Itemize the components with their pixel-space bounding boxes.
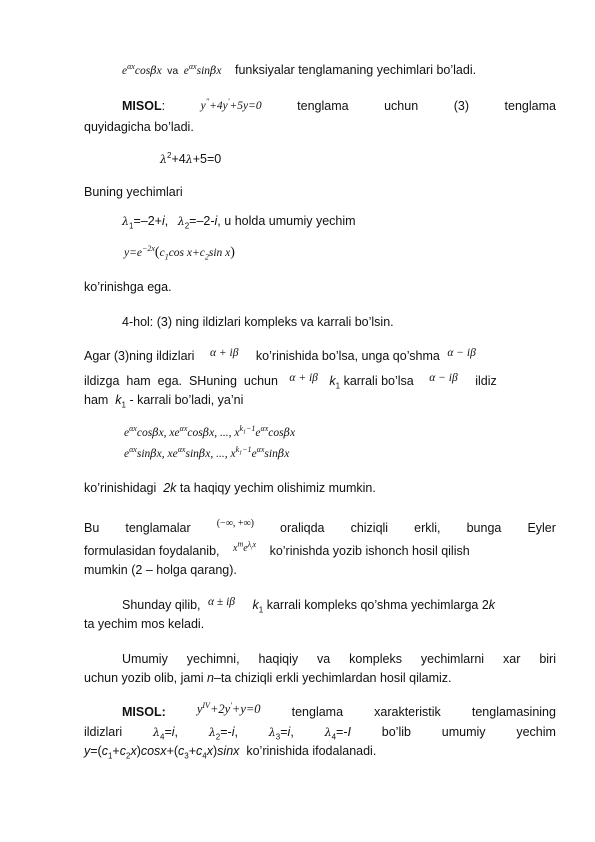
connector-va: va xyxy=(167,65,179,77)
w-oraliqda: oraliqda xyxy=(280,521,325,535)
line-bu xyxy=(84,520,556,536)
w-ega: ega. xyxy=(157,374,183,388)
w-ildizga: ildizga xyxy=(84,374,120,388)
root-l2: $\lambda_2=-2-i$, xyxy=(177,214,221,231)
korinishidagi-k: 2k xyxy=(163,481,177,495)
word-tenglama: tenglama xyxy=(297,99,349,113)
il5: bo’lib xyxy=(381,725,411,739)
line-korinishga: ko’rinishga ega. xyxy=(84,280,172,294)
u7: biri xyxy=(539,652,556,666)
roots-text: u holda umumiy yechim xyxy=(224,214,356,228)
line-shunday xyxy=(122,597,495,614)
line-ildizlari xyxy=(84,724,556,741)
line-4hol: 4-hol: (3) ning ildizlari kompleks va karrali bo’lsin. xyxy=(122,315,394,329)
agar-part1: Agar (3)ning ildizlari xyxy=(84,349,195,363)
line-ham: ham $k_1$ - karrali bo’ladi, ya’ni xyxy=(84,393,244,410)
word-3: (3) xyxy=(453,99,469,113)
shunday-root: α ± iβ xyxy=(208,596,236,608)
line-quyidagicha: quyidagicha bo’ladi. xyxy=(84,120,194,134)
line-misol2 xyxy=(122,700,556,720)
series-row1: $e^{\alpha x}\cos\beta x$, $xe^{\alpha x}\cos\beta x$, ..., $x^{k_1-1}e^{\alpha x}\cos\beta x$ xyxy=(124,424,296,439)
line-ta: ta yechim mos keladi. xyxy=(84,617,205,631)
w-bunga: bunga xyxy=(466,521,502,535)
misol2-label: MISOL: xyxy=(122,705,166,719)
il1: $\lambda_4=i$, xyxy=(153,725,179,742)
m2-tenglamasining: tenglamasining xyxy=(471,705,556,719)
formula-ecos: $e^{\alpha x}\cos\beta x$ xyxy=(122,62,162,77)
line-final: $y=(c_1+c_2x)\cos x+(c_3+c_4x)\sin x$ ko’rinishida ifodalanadi. xyxy=(84,744,377,761)
word-uchun: uchun xyxy=(384,99,419,113)
w-ham: ham xyxy=(126,374,151,388)
w-tenglamalar: tenglamalar xyxy=(125,521,191,535)
w-eyler: Eyler xyxy=(527,521,556,535)
misol-colon: : xyxy=(161,99,166,113)
misol1-equation: y''+4y'+5y=0 xyxy=(200,97,262,112)
m2-xarakteristik: xarakteristik xyxy=(374,705,441,719)
w-shuning: SHuning xyxy=(188,374,237,388)
agar-root2: α − iβ xyxy=(447,347,476,359)
u4: kompleks xyxy=(349,652,402,666)
u3: va xyxy=(317,652,331,666)
agar-part2: ko’rinishida bo’lsa, unga qo’shma xyxy=(255,349,440,363)
il0: ildizlari xyxy=(84,725,123,739)
word-tenglama2: tenglama xyxy=(504,99,556,113)
formula-esin: $e^{\alpha x}\sin\beta x$ xyxy=(183,62,222,77)
ildizga-root1: α + iβ xyxy=(289,372,318,384)
il3: $\lambda_3=i$, xyxy=(268,725,294,742)
w-erkli: erkli, xyxy=(414,521,441,535)
line-uchun: uchun yozib olib, jami n–ta chiziqli erkli yechimlardan hosil qilamiz. xyxy=(84,671,452,685)
series-row2: $e^{\alpha x}\sin\beta x$, $xe^{\alpha x}\sin\beta x$, ..., $x^{k_1-1}e^{\alpha x}\sin\beta x$ xyxy=(124,445,290,460)
u6: xar xyxy=(503,652,521,666)
formula-post: ko’rinishda yozib ishonch hosil qilish xyxy=(269,544,470,558)
shunday-pre: Shunday qilib, xyxy=(122,598,201,612)
line-mumkin: mumkin (2 – holga qarang). xyxy=(84,563,237,577)
il7: yechim xyxy=(516,725,556,739)
line-umumiy xyxy=(122,651,556,667)
ildizga-root2: α − iβ xyxy=(429,372,458,384)
u0: Umumiy xyxy=(122,652,168,666)
il4: $\lambda_4=-I$ xyxy=(324,725,351,742)
misol2-equation: $y^{IV}+2y'+y=0$ xyxy=(196,700,261,716)
formula-expr: xmeλix xyxy=(232,539,257,554)
w-chiziqli: chiziqli xyxy=(350,521,389,535)
line-buning: Buning yechimlari xyxy=(84,185,183,199)
line-korinishidagi xyxy=(84,480,376,496)
u1: yechimni, xyxy=(186,652,240,666)
line-agar xyxy=(84,348,476,365)
shunday-post: $k_1$ karrali kompleks qo’shma yechimlarga 2k xyxy=(252,598,496,615)
w-bu: Bu xyxy=(84,521,100,535)
m2-tenglama: tenglama xyxy=(291,705,344,719)
formula-pre: formulasidan foydalanib, xyxy=(84,544,220,558)
line-roots xyxy=(122,213,356,230)
ildizga-k1: $k_1$ karrali bo’lsa xyxy=(329,374,414,391)
misol-label: MISOL xyxy=(122,99,162,113)
text-funksiyalar: funksiyalar tenglamaning yechimlari bo’ladi. xyxy=(234,63,477,77)
agar-root1: α + iβ xyxy=(209,347,239,359)
w-uchun: uchun xyxy=(243,374,278,388)
il2: $\lambda_2=-i$, xyxy=(208,725,238,742)
line-ildizga xyxy=(84,373,497,390)
solution-formula: $y=e^{-2x}(c_1\cos$ $x+c_2\sin$ x) xyxy=(124,244,235,262)
korinishidagi-pre: ko’rinishidagi xyxy=(84,481,157,495)
char-equation: $\lambda^2+4\lambda+5=0$ xyxy=(160,150,222,166)
u5: yechimlarni xyxy=(420,652,485,666)
line-formulasidan xyxy=(84,539,470,561)
line-misol1 xyxy=(122,98,556,114)
interval: (−∞, +∞) xyxy=(216,518,254,529)
line-funksiyalar xyxy=(122,62,476,79)
ildizga-end: ildiz xyxy=(475,374,497,388)
korinishidagi-post: ta haqiqy yechim olishimiz mumkin. xyxy=(179,481,376,495)
root-l1: $\lambda_1=-2+i$, xyxy=(122,214,169,231)
il6: umumiy xyxy=(441,725,486,739)
u2: haqiqiy xyxy=(258,652,299,666)
